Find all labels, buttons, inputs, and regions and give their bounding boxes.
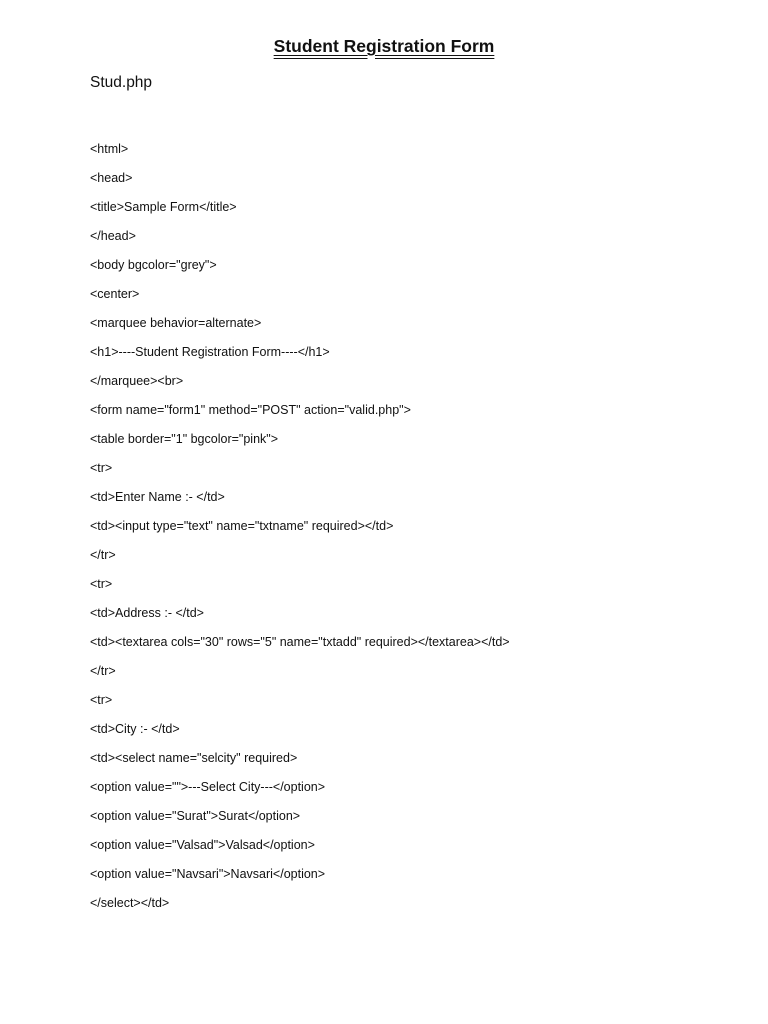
- code-line: <td><select name="selcity" required>: [90, 751, 298, 765]
- code-line: <td>Enter Name :- </td>: [90, 490, 225, 504]
- code-line: <option value="Valsad">Valsad</option>: [90, 838, 315, 852]
- code-line: </tr>: [90, 548, 116, 562]
- code-line: <td><input type="text" name="txtname" required></td>: [90, 519, 394, 533]
- document-title: Student Registration Form: [273, 36, 495, 56]
- code-line: </marquee><br>: [90, 374, 184, 388]
- code-line: <form name="form1" method="POST" action="valid.php">: [90, 403, 411, 417]
- code-line: <h1>----Student Registration Form----</h1>: [90, 345, 330, 359]
- code-line: <option value="Navsari">Navsari</option>: [90, 867, 326, 881]
- code-line: <table border="1" bgcolor="pink">: [90, 432, 279, 446]
- code-line: </tr>: [90, 664, 116, 678]
- code-line: <td>Address :- </td>: [90, 606, 204, 620]
- code-listing: [90, 140, 510, 923]
- code-line: <tr>: [90, 577, 113, 591]
- code-line: <center>: [90, 287, 140, 301]
- code-line: <html>: [90, 142, 129, 156]
- code-line: <marquee behavior=alternate>: [90, 316, 262, 330]
- code-line: <option value="Surat">Surat</option>: [90, 809, 301, 823]
- code-line: </select></td>: [90, 896, 170, 910]
- code-line: <head>: [90, 171, 133, 185]
- code-line: </head>: [90, 229, 136, 243]
- code-line: <body bgcolor="grey">: [90, 258, 217, 272]
- code-line: <tr>: [90, 461, 113, 475]
- code-line: <option value="">---Select City---</option>: [90, 780, 326, 794]
- code-line: <tr>: [90, 693, 113, 707]
- code-line: <td>City :- </td>: [90, 722, 180, 736]
- code-line: <td><textarea cols="30" rows="5" name="txtadd" required></textarea></td>: [90, 635, 510, 649]
- code-line: <title>Sample Form</title>: [90, 200, 237, 214]
- file-name: Stud.php: [90, 74, 153, 91]
